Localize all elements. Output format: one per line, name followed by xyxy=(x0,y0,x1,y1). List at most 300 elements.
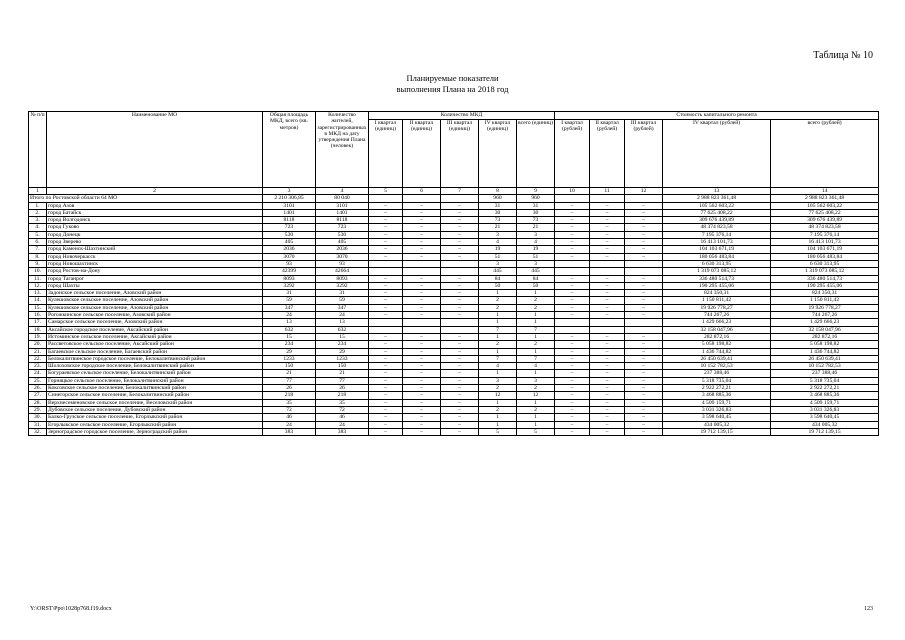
table-number-label: Таблица № 10 xyxy=(813,50,873,61)
row-area: 1401 xyxy=(263,209,316,216)
row-cost-q3: – xyxy=(625,290,663,297)
row-cost-total: 309 676 439,89 xyxy=(771,217,879,224)
row-mkd-q3: – xyxy=(441,202,479,209)
row-mo-name: город Шахты xyxy=(47,282,263,289)
column-number: 5 xyxy=(369,188,403,195)
row-cost-q3: – xyxy=(625,421,663,428)
row-mkd-q2: – xyxy=(403,202,441,209)
row-residents: 3101 xyxy=(316,202,369,209)
header-cost-q1: I квартал (рублей) xyxy=(555,120,590,188)
row-cost-total: 19 926 778,27 xyxy=(771,304,879,311)
row-number: 18. xyxy=(29,326,47,333)
row-cost-q1 xyxy=(555,260,590,267)
row-number: 32. xyxy=(29,428,47,435)
row-number: 23. xyxy=(29,363,47,370)
row-cost-q2: – xyxy=(590,312,625,319)
table-row xyxy=(29,333,879,340)
table-row xyxy=(29,414,879,421)
row-mkd-q4: 12 xyxy=(479,392,517,399)
row-cost-q3: – xyxy=(625,333,663,340)
row-mkd-q1: – xyxy=(369,428,403,435)
row-mkd-q2: – xyxy=(403,348,441,355)
row-mkd-q1: – xyxy=(369,231,403,238)
document-title xyxy=(0,73,905,95)
row-mkd-q2: – xyxy=(403,224,441,231)
row-mkd-q2: – xyxy=(403,406,441,413)
row-mkd-q3 xyxy=(441,319,479,326)
row-residents: 24 xyxy=(316,312,369,319)
row-cost-q3: – xyxy=(625,370,663,377)
row-mkd-q1: – xyxy=(369,312,403,319)
row-cost-q4: 824 350,31 xyxy=(663,290,771,297)
row-area: 150 xyxy=(263,363,316,370)
header-mkd-q1: I квартал (единиц) xyxy=(369,120,403,188)
row-mkd-q1: – xyxy=(369,253,403,260)
row-mo-name: Верхнесеменовское сельское поселение, Веселовский район xyxy=(47,399,263,406)
row-cost-q1: – xyxy=(555,246,590,253)
row-mo-name: город Каменск-Шахтинский xyxy=(47,246,263,253)
row-mkd-total: 30 xyxy=(517,209,555,216)
row-mkd-q1: – xyxy=(369,406,403,413)
row-residents: 46 xyxy=(316,414,369,421)
row-cost-q1: – xyxy=(555,406,590,413)
row-area: 723 xyxy=(263,224,316,231)
row-cost-q2: – xyxy=(590,363,625,370)
row-residents: 8118 xyxy=(316,217,369,224)
row-cost-q2: – xyxy=(590,282,625,289)
row-cost-total: 434 005,32 xyxy=(771,421,879,428)
row-area: 15 xyxy=(263,333,316,340)
row-mkd-q3: – xyxy=(441,399,479,406)
row-cost-q3: – xyxy=(625,428,663,435)
column-number: 2 xyxy=(47,188,263,195)
row-cost-q2: – xyxy=(590,224,625,231)
row-cost-total: 3 598 640,45 xyxy=(771,414,879,421)
row-mkd-q4: 7 xyxy=(479,326,517,333)
row-cost-q4: 105 562 603,22 xyxy=(663,202,771,209)
row-cost-q4: 5 058 198,82 xyxy=(663,341,771,348)
row-cost-q4: 5 318 735,04 xyxy=(663,377,771,384)
table-row xyxy=(29,326,879,333)
row-cost-q2: – xyxy=(590,348,625,355)
row-cost-q3: – xyxy=(625,202,663,209)
row-mo-name: Егорлыкское сельское поселение, Егорлыкский район xyxy=(47,421,263,428)
header-mkd-q4: IV квартал (единиц) xyxy=(479,120,517,188)
row-mo-name: Зерноградское городское поселение, Зерноградский район xyxy=(47,428,263,435)
row-mkd-total: 73 xyxy=(517,217,555,224)
column-number: 10 xyxy=(555,188,590,195)
row-number: 27. xyxy=(29,392,47,399)
row-residents: 530 xyxy=(316,231,369,238)
table-row xyxy=(29,231,879,238)
row-area: 3292 xyxy=(263,282,316,289)
row-cost-total: 77 625 408,22 xyxy=(771,209,879,216)
row-cost-total: 190 295 455,06 xyxy=(771,282,879,289)
row-cost-q1: – xyxy=(555,333,590,340)
table-body xyxy=(29,188,879,436)
table-row xyxy=(29,319,879,326)
row-number: 17. xyxy=(29,319,47,326)
row-cost-q3: – xyxy=(625,392,663,399)
row-cost-q3: – xyxy=(625,246,663,253)
row-mkd-total: 31 xyxy=(517,202,555,209)
row-cost-total: 180 056 483,84 xyxy=(771,253,879,260)
row-mkd-q4: 21 xyxy=(479,224,517,231)
row-cost-q4: 1 436 744,82 xyxy=(663,348,771,355)
row-mkd-q1: – xyxy=(369,421,403,428)
table-row xyxy=(29,253,879,260)
total-residents: 80 040 xyxy=(316,195,369,202)
row-cost-q3 xyxy=(625,319,663,326)
row-cost-q4: 282 872,16 xyxy=(663,333,771,340)
row-mkd-q1: – xyxy=(369,217,403,224)
row-mkd-q2: – xyxy=(403,385,441,392)
row-mkd-q1: – xyxy=(369,224,403,231)
plan-indicators-table xyxy=(28,111,879,436)
row-cost-q3 xyxy=(625,268,663,275)
row-area: 59 xyxy=(263,297,316,304)
row-mo-name: город Таганрог xyxy=(47,275,263,282)
row-area: 2036 xyxy=(263,246,316,253)
row-cost-q4: 48 374 823,58 xyxy=(663,224,771,231)
row-mkd-total: 1 xyxy=(517,414,555,421)
row-mo-name: город Зверево xyxy=(47,239,263,246)
row-number: 1. xyxy=(29,202,47,209)
row-area: 93 xyxy=(263,260,316,267)
row-mkd-q3: – xyxy=(441,297,479,304)
row-cost-q2: – xyxy=(590,399,625,406)
row-mkd-q2: – xyxy=(403,333,441,340)
row-cost-q1: – xyxy=(555,217,590,224)
row-mkd-q2 xyxy=(403,319,441,326)
row-mo-name: Горняцкое сельское поселение, Белокалитвинский район xyxy=(47,377,263,384)
row-mkd-total: 12 xyxy=(517,392,555,399)
table-row xyxy=(29,275,879,282)
row-residents: 1233 xyxy=(316,355,369,362)
column-number: 11 xyxy=(590,188,625,195)
row-cost-q1: – xyxy=(555,392,590,399)
row-mkd-total: 21 xyxy=(517,224,555,231)
row-mo-name: город Азов xyxy=(47,202,263,209)
row-mo-name: Коксовское сельское поселение, Белокалитвинский район xyxy=(47,385,263,392)
row-number: 11. xyxy=(29,275,47,282)
row-mkd-q1: – xyxy=(369,414,403,421)
row-cost-q3: – xyxy=(625,239,663,246)
row-mkd-q1 xyxy=(369,260,403,267)
row-mkd-q4: 84 xyxy=(479,275,517,282)
row-number: 8. xyxy=(29,253,47,260)
row-mkd-q2 xyxy=(403,268,441,275)
row-mkd-q3: – xyxy=(441,253,479,260)
row-cost-q1: – xyxy=(555,421,590,428)
row-cost-q2: – xyxy=(590,246,625,253)
row-residents: 42664 xyxy=(316,268,369,275)
row-mo-name: город Новочеркасск xyxy=(47,253,263,260)
row-cost-q3: – xyxy=(625,363,663,370)
row-mkd-total: 50 xyxy=(517,282,555,289)
row-mkd-q3: – xyxy=(441,275,479,282)
row-residents: 21 xyxy=(316,370,369,377)
row-mkd-q2: – xyxy=(403,304,441,311)
total-cost-total: 2 988 823 361,48 xyxy=(771,195,879,202)
row-residents: 31 xyxy=(316,290,369,297)
row-area: 24 xyxy=(263,312,316,319)
row-mkd-q1: – xyxy=(369,239,403,246)
row-mkd-q1: – xyxy=(369,290,403,297)
row-mo-name: город Батайск xyxy=(47,209,263,216)
row-residents: 3070 xyxy=(316,253,369,260)
row-mkd-q4: 3 xyxy=(479,377,517,384)
row-mkd-total: 1 xyxy=(517,421,555,428)
column-number: 7 xyxy=(441,188,479,195)
row-number: 14. xyxy=(29,297,47,304)
row-mkd-q3: – xyxy=(441,282,479,289)
row-mkd-q1 xyxy=(369,326,403,333)
row-cost-total: 19 712 139,15 xyxy=(771,428,879,435)
row-mkd-total: 3 xyxy=(517,260,555,267)
row-mkd-q3 xyxy=(441,326,479,333)
row-residents: 347 xyxy=(316,304,369,311)
row-area: 46 xyxy=(263,414,316,421)
row-area: 218 xyxy=(263,392,316,399)
row-residents: 3292 xyxy=(316,282,369,289)
row-cost-total: 3 031 326,83 xyxy=(771,406,879,413)
row-cost-q3: – xyxy=(625,297,663,304)
row-mkd-q4: 445 xyxy=(479,268,517,275)
row-cost-q2 xyxy=(590,326,625,333)
row-mo-name: город Гуково xyxy=(47,224,263,231)
row-mkd-q2: – xyxy=(403,341,441,348)
row-mkd-q2: – xyxy=(403,312,441,319)
row-cost-total: 1 319 073 085,12 xyxy=(771,268,879,275)
row-mo-name: Кулешовское сельское поселение, Азовский район xyxy=(47,304,263,311)
row-area: 8118 xyxy=(263,217,316,224)
row-cost-q1: – xyxy=(555,377,590,384)
row-cost-q4: 6 630 313,95 xyxy=(663,260,771,267)
header-name: Наименование МО xyxy=(47,112,263,188)
row-cost-q3: – xyxy=(625,275,663,282)
row-number: 22. xyxy=(29,355,47,362)
table-row xyxy=(29,392,879,399)
row-cost-q3: – xyxy=(625,406,663,413)
row-mkd-total: 3 xyxy=(517,377,555,384)
title-line-1: Планируемые показатели xyxy=(406,73,499,83)
row-cost-q1: – xyxy=(555,290,590,297)
row-cost-q2: – xyxy=(590,333,625,340)
row-residents: 77 xyxy=(316,377,369,384)
row-cost-q4: 2 922 272,21 xyxy=(663,385,771,392)
row-number: 6. xyxy=(29,239,47,246)
row-mkd-q1: – xyxy=(369,399,403,406)
table-row xyxy=(29,312,879,319)
row-cost-q3: – xyxy=(625,231,663,238)
row-mkd-q4: 1 xyxy=(479,421,517,428)
row-area: 77 xyxy=(263,377,316,384)
row-area: 29 xyxy=(263,348,316,355)
row-mkd-total: 84 xyxy=(517,275,555,282)
row-area: 26 xyxy=(263,385,316,392)
row-cost-q4: 744 267,26 xyxy=(663,312,771,319)
row-cost-q2: – xyxy=(590,231,625,238)
header-cost-group: Стоимость капитального ремонта xyxy=(555,112,879,120)
header-area: Общая площадь МКД, всего (кв. метров) xyxy=(263,112,316,188)
row-cost-q4: 1 150 811,42 xyxy=(663,297,771,304)
row-mkd-q3: – xyxy=(441,333,479,340)
row-cost-q1: – xyxy=(555,275,590,282)
row-mkd-q3: – xyxy=(441,341,479,348)
row-number: 30. xyxy=(29,414,47,421)
row-cost-q2: – xyxy=(590,297,625,304)
row-mkd-q3: – xyxy=(441,239,479,246)
row-cost-q3: – xyxy=(625,209,663,216)
row-cost-total: 1 429 666,23 xyxy=(771,319,879,326)
row-cost-total: 1 150 811,42 xyxy=(771,297,879,304)
row-mkd-q2: – xyxy=(403,246,441,253)
row-number: 21. xyxy=(29,348,47,355)
row-mkd-total: 2 xyxy=(517,385,555,392)
row-mkd-q3: – xyxy=(441,312,479,319)
row-mkd-total: 4 xyxy=(517,363,555,370)
row-number: 16. xyxy=(29,312,47,319)
row-cost-q3 xyxy=(625,260,663,267)
row-residents: 234 xyxy=(316,341,369,348)
row-mkd-q4: 1 xyxy=(479,290,517,297)
row-cost-total: 824 350,31 xyxy=(771,290,879,297)
row-cost-q2: – xyxy=(590,209,625,216)
row-mkd-q3: – xyxy=(441,355,479,362)
row-mkd-total: 1 xyxy=(517,319,555,326)
row-residents: 15 xyxy=(316,333,369,340)
row-residents: 29 xyxy=(316,348,369,355)
row-mkd-q2: – xyxy=(403,253,441,260)
row-cost-q4: 19 712 139,15 xyxy=(663,428,771,435)
row-cost-q3: – xyxy=(625,414,663,421)
row-cost-total: 237 388,46 xyxy=(771,370,879,377)
row-mo-name: Багаевское сельское поселение, Багаевский район xyxy=(47,348,263,355)
row-cost-q4: 3 468 885,36 xyxy=(663,392,771,399)
row-number: 9. xyxy=(29,260,47,267)
row-mkd-total: 2 xyxy=(517,406,555,413)
row-mkd-total: 2 xyxy=(517,341,555,348)
row-mo-name: Балко-Грузское сельское поселение, Егорлыкский район xyxy=(47,414,263,421)
row-residents: 2036 xyxy=(316,246,369,253)
row-mo-name: Рассветовское сельское поселение, Аксайский район xyxy=(47,341,263,348)
row-cost-q1: – xyxy=(555,231,590,238)
row-cost-q4: 190 295 455,06 xyxy=(663,282,771,289)
row-mkd-total: 1 xyxy=(517,333,555,340)
row-mkd-q3: – xyxy=(441,414,479,421)
row-mkd-total: 51 xyxy=(517,253,555,260)
row-mkd-q2: – xyxy=(403,392,441,399)
table-row xyxy=(29,268,879,275)
row-cost-q3: – xyxy=(625,377,663,384)
row-mkd-q4: 2 xyxy=(479,341,517,348)
row-mkd-q2: – xyxy=(403,297,441,304)
row-cost-q1: – xyxy=(555,202,590,209)
row-mkd-total: 1 xyxy=(517,290,555,297)
row-cost-q1: – xyxy=(555,209,590,216)
row-mkd-q1: – xyxy=(369,355,403,362)
header-num: № п/п xyxy=(29,112,47,188)
row-mkd-total: 7 xyxy=(517,355,555,362)
row-cost-total: 744 267,26 xyxy=(771,312,879,319)
row-cost-total: 104 103 671,19 xyxy=(771,246,879,253)
row-cost-total: 336 480 514,73 xyxy=(771,275,879,282)
row-cost-total: 3 468 885,36 xyxy=(771,392,879,399)
row-area: 35 xyxy=(263,399,316,406)
row-number: 24. xyxy=(29,370,47,377)
row-cost-total: 282 872,16 xyxy=(771,333,879,340)
table-row xyxy=(29,224,879,231)
row-cost-q1 xyxy=(555,319,590,326)
row-mkd-q4: 19 xyxy=(479,246,517,253)
row-area: 405 xyxy=(263,239,316,246)
row-mkd-total: 5 xyxy=(517,428,555,435)
row-mkd-q1: – xyxy=(369,392,403,399)
table-row xyxy=(29,217,879,224)
row-cost-q2: – xyxy=(590,377,625,384)
row-mkd-q4: 50 xyxy=(479,282,517,289)
row-cost-total: 32 158 047,96 xyxy=(771,326,879,333)
row-mo-name: Истоминское сельское поселение, Аксайский район xyxy=(47,333,263,340)
row-mkd-q4: 1 xyxy=(479,370,517,377)
row-mkd-q1: – xyxy=(369,202,403,209)
row-mkd-q4: 4 xyxy=(479,363,517,370)
total-cost-q4: 2 988 823 361,48 xyxy=(663,195,771,202)
row-number: 15. xyxy=(29,304,47,311)
row-cost-q4: 3 598 640,45 xyxy=(663,414,771,421)
row-cost-q1 xyxy=(555,268,590,275)
column-number: 4 xyxy=(316,188,369,195)
row-mo-name: город Донецк xyxy=(47,231,263,238)
row-mkd-q2: – xyxy=(403,363,441,370)
row-cost-q1: – xyxy=(555,428,590,435)
row-cost-q1: – xyxy=(555,370,590,377)
row-mo-name: Шолоховское городское поселение, Белокалитвинский район xyxy=(47,363,263,370)
row-mkd-q4: 5 xyxy=(479,428,517,435)
row-residents: 150 xyxy=(316,363,369,370)
row-mkd-q3: – xyxy=(441,385,479,392)
row-residents: 218 xyxy=(316,392,369,399)
row-area: 3070 xyxy=(263,253,316,260)
row-number: 2. xyxy=(29,209,47,216)
row-cost-total: 7 195 376,14 xyxy=(771,231,879,238)
row-cost-q4: 309 676 439,89 xyxy=(663,217,771,224)
table-row xyxy=(29,290,879,297)
table-row xyxy=(29,202,879,209)
table-row xyxy=(29,341,879,348)
row-mkd-q1 xyxy=(369,268,403,275)
row-cost-q2: – xyxy=(590,253,625,260)
row-cost-q2: – xyxy=(590,217,625,224)
row-mkd-q4: 31 xyxy=(479,202,517,209)
total-mkd-q4: 960 xyxy=(479,195,517,202)
row-cost-q2 xyxy=(590,319,625,326)
row-mkd-q2: – xyxy=(403,370,441,377)
row-mkd-q3: – xyxy=(441,363,479,370)
row-mkd-total: 4 xyxy=(517,239,555,246)
row-cost-q4: 336 480 514,73 xyxy=(663,275,771,282)
column-number: 6 xyxy=(403,188,441,195)
row-mkd-q4: 4 xyxy=(479,239,517,246)
table-row xyxy=(29,385,879,392)
row-mo-name: Задонское сельское поселение, Азовский район xyxy=(47,290,263,297)
table-row xyxy=(29,428,879,435)
table-row xyxy=(29,297,879,304)
row-area: 42399 xyxy=(263,268,316,275)
row-mkd-q3: – xyxy=(441,290,479,297)
table-row xyxy=(29,406,879,413)
